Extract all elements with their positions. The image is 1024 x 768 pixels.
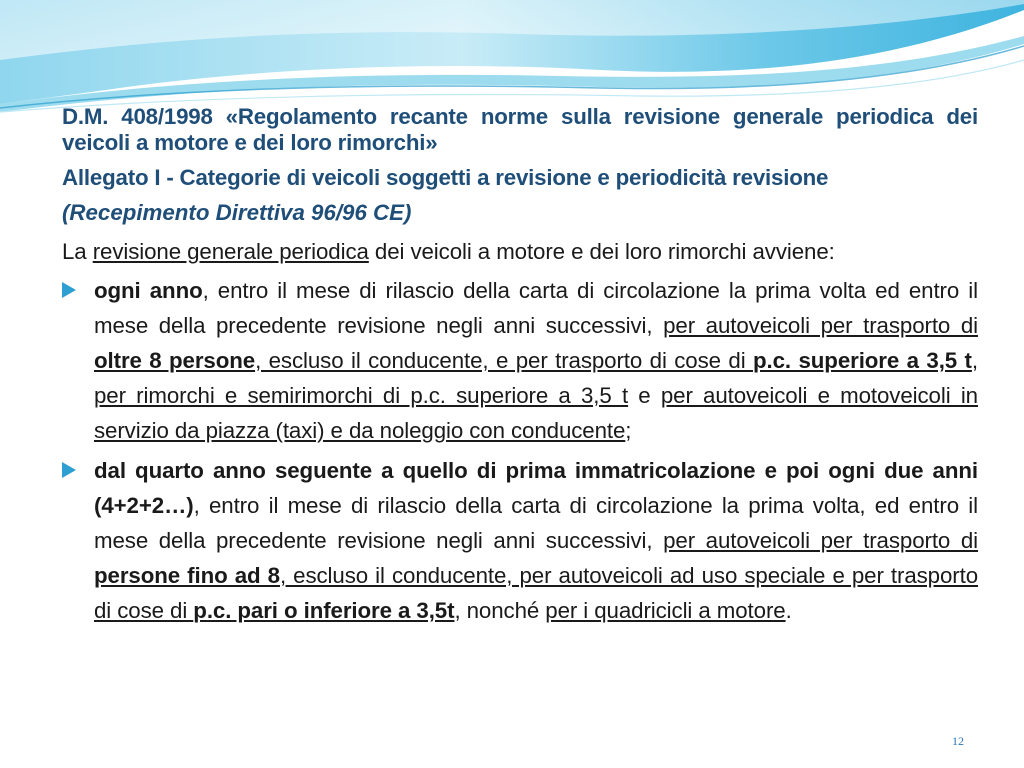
bullet-text-segment: per autoveicoli per trasporto di (663, 528, 979, 553)
bullet-text-segment: , nonché (454, 598, 546, 623)
bullet-text-segment: ogni anno (94, 278, 203, 303)
intro-prefix: La (62, 239, 93, 264)
header-wave-decoration (0, 0, 1024, 120)
slide-title: D.M. 408/1998 «Regolamento recante norme sulla revisione generale periodica dei veicoli a motore e dei loro rimorchi» (62, 104, 978, 155)
bullet-text-segment: , entro il mese di rilascio della carta di circolazione la prima volta ed entro il mese della precedente revisione negli anni successivi, (94, 278, 978, 338)
intro-paragraph (62, 234, 978, 269)
directive-note: (Recepimento Direttiva 96/96 CE) (62, 200, 412, 225)
bullet-text-segment: persone fino ad 8 (94, 563, 280, 588)
arrow-bullet-icon (62, 282, 76, 298)
bullet-text-segment: e (628, 383, 661, 408)
arrow-bullet-icon (62, 462, 76, 478)
bullet-text-segment: , escluso il conducente, per autoveicoli ad uso speciale e per trasporto di cose di (94, 563, 979, 623)
bullet-item (62, 453, 978, 628)
bullet-text-segment: per i quadricicli a motore (545, 598, 786, 623)
intro-underlined: revisione generale periodica (92, 239, 369, 264)
bullet-text-segment: ; (625, 418, 632, 443)
intro-suffix: dei veicoli a motore e dei loro rimorchi avviene: (368, 239, 835, 264)
bullet-text-segment: , escluso il conducente, e per trasporto di cose di (255, 348, 754, 373)
bullet-text-segment: p.c. superiore a 3,5 t (753, 348, 972, 373)
bullet-text-segment: per autoveicoli per trasporto di (663, 313, 979, 338)
slide-content (62, 104, 978, 633)
bullet-text-segment: per autoveicoli e motoveicoli in servizio da piazza (taxi) e da noleggio con conducente (94, 383, 978, 443)
slide-subtitle: Allegato I - Categorie di veicoli soggetti a revisione e periodicità revisione (62, 165, 829, 190)
bullet-text-segment: oltre 8 persone (94, 348, 256, 373)
bullet-text-segment: , (971, 348, 978, 373)
bullet-list (62, 273, 978, 628)
bullet-text-segment: , entro il mese di rilascio della carta di circolazione la prima volta, ed entro il mese della precedente revisione negli anni successivi, (94, 493, 978, 553)
bullet-text-segment: per rimorchi e semirimorchi di p.c. superiore a 3,5 t (94, 383, 629, 408)
bullet-text-segment: . (785, 598, 792, 623)
page-number: 12 (952, 734, 964, 748)
bullet-text-segment: dal quarto anno seguente a quello di prima immatricolazione e poi ogni due anni (4+2+2…) (94, 458, 978, 518)
bullet-text-segment: p.c. pari o inferiore a 3,5t (193, 598, 455, 623)
bullet-item (62, 273, 978, 448)
